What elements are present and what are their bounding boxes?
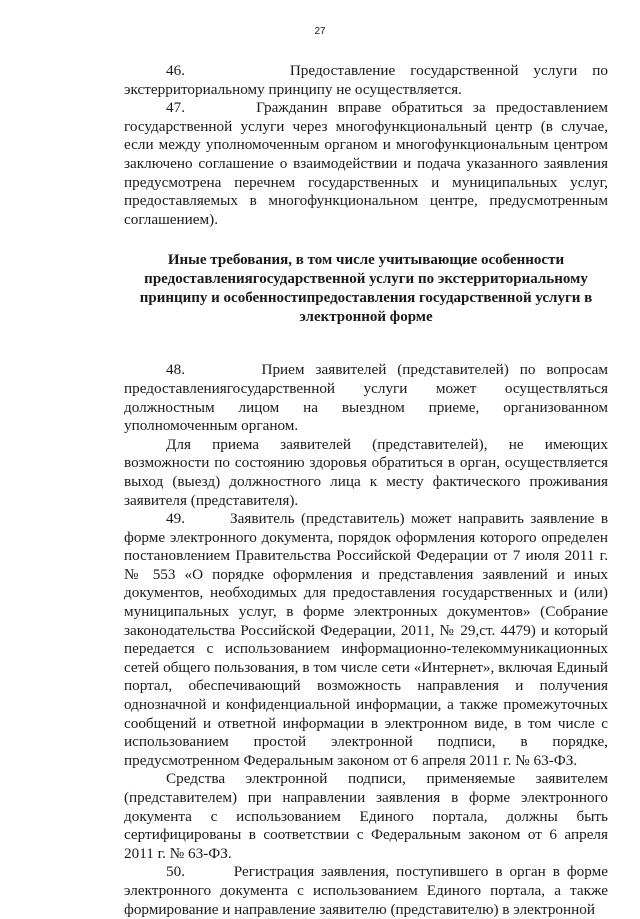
paragraph-49: 49. Заявитель (представитель) может направить заявление в форме электронного документа, порядок оформления которого определен постановлением Правительства Российской Федерации от 7 июля 2011 г. № 553 «О порядке оформления и представления заявлений и иных документов, необходимых для предоставления государственных и (или) муниципальных услуг, в форме электронных документов» (Собрание законодательства Российской Федерации, 2011, № 29,ст. 4479) и который передается с использованием информационно-телекоммуникационных сетей общего пользования, в том числе сети «Интернет», включая Единый портал, обеспечивающий возможность направления и получения однозначной и конфиденциальной информации, а также промежуточных сообщений и ответной информации в электронном виде, в том числе с использованием простой электронной подписи, в порядке, предусмотренном Федеральным законом от 6 апреля 2011 г. № 63-ФЗ. <box>124 510 608 769</box>
page-number: 27 <box>314 26 326 37</box>
paragraph-46: 46. Предоставление государственной услуги по экстерриториальному принципу не осуществляется. <box>124 62 608 98</box>
paragraph-47: 47. Гражданин вправе обратиться за предоставлением государственной услуги через многофункциональный центр (в случае, если между уполномоченным органом и многофункциональным центром заключено соглашение о взаимодействии и подача указанного заявления предусмотрена перечнем государственных и муниципальных услуг, предоставляемых в многофункциональном центре, предусмотренным соглашением). <box>124 99 608 228</box>
paragraph-48: 48. Прием заявителей (представителей) по вопросам предоставлениягосударственной услуги может осуществляться должностным лицом на выездном приеме, организованном уполномоченным органом. <box>124 361 608 435</box>
section-heading: Иные требования, в том числе учитывающие особенности предоставлениягосударственной услуги по экстерриториальному принципу и особенностипредоставления государственной услуги в электронной форме <box>139 252 593 326</box>
paragraph-49-continued: Средства электронной подписи, применяемые заявителем (представителем) при направлении заявления в форме электронного документа с использованием Единого портала, должны быть сертифицированы в соответствии с Федеральным законом от 6 апреля 2011 г. № 63-ФЗ. <box>124 770 608 862</box>
paragraph-50: 50. Регистрация заявления, поступившего в орган в форме электронного документа с использованием Единого портала, а также формирование и направление заявителю (представителю) в электронной <box>124 863 608 918</box>
document-body <box>124 62 608 919</box>
section-spacer <box>124 327 608 361</box>
paragraph-48-continued: Для приема заявителей (представителей), не имеющих возможности по состоянию здоровья обратиться в орган, осуществляется выход (выезд) должностного лица к месту фактического проживания заявителя (представителя). <box>124 435 608 509</box>
